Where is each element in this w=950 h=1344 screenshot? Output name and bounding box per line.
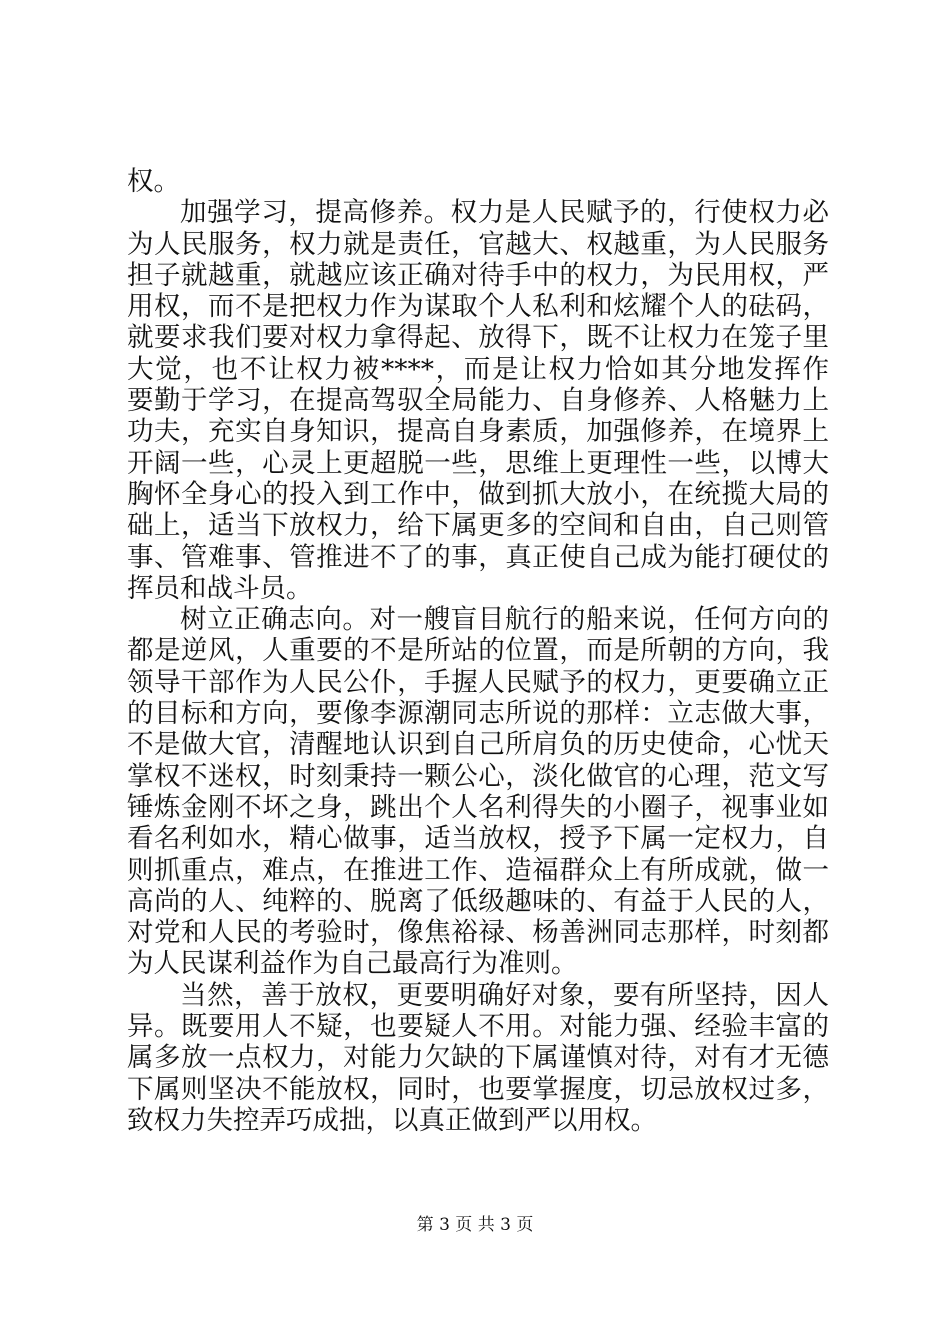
text-line: 不是做大官，清醒地认识到自己所肩负的历史使命，心忧天 <box>127 729 829 761</box>
text-line: 的目标和方向，要像李源潮同志所说的那样：立志做大事， <box>127 698 829 730</box>
text-line: 为人民谋利益作为自己最高行为准则。 <box>127 948 578 980</box>
text-line: 权。 <box>127 166 180 197</box>
text-line: 开阔一些，心灵上更超脱一些，思维上更理性一些，以博大 <box>127 447 829 479</box>
text-line: 领导干部作为人民公仆，手握人民赋予的权力，更要确立正 <box>127 666 829 698</box>
text-line: 胸怀全身心的投入到工作中，做到抓大放小，在统揽大局的 <box>127 478 829 510</box>
text-line: 异。既要用人不疑，也要疑人不用。对能力强、经验丰富的 <box>127 1011 829 1043</box>
text-line: 为人民服务，权力就是责任，官越大、权越重，为人民服务 <box>127 228 829 260</box>
text-line: 要勤于学习，在提高驾驭全局能力、自身修养、人格魅力上 <box>127 385 829 417</box>
paragraph-first-line: 当然，善于放权，更要明确好对象，要有所坚持，因人 <box>180 979 829 1011</box>
paragraph-first-line: 树立正确志向。对一艘盲目航行的船来说，任何方向的 <box>180 604 829 636</box>
text-line: 高尚的人、纯粹的、脱离了低级趣味的、有益于人民的人， <box>127 885 829 917</box>
document-body <box>127 166 829 1136</box>
text-line: 功夫，充实自身知识，提高自身素质，加强修养，在境界上 <box>127 416 829 448</box>
text-line: 致权力失控弄巧成拙，以真正做到严以用权。 <box>127 1104 657 1136</box>
page-footer: 第 3 页 共 3 页 <box>416 1215 534 1235</box>
text-line: 事、管难事、管推进不了的事，真正使自己成为能打硬仗的 <box>127 541 829 573</box>
text-line: 看名利如水，精心做事，适当放权，授予下属一定权力，自 <box>127 823 829 855</box>
text-line: 则抓重点，难点，在推进工作、造福群众上有所成就，做一 <box>127 854 829 886</box>
text-line: 担子就越重，就越应该正确对待手中的权力，为民用权，严 <box>127 259 829 291</box>
text-line: 就要求我们要对权力拿得起、放得下，既不让权力在笼子里 <box>127 322 829 354</box>
text-line: 础上，适当下放权力，给下属更多的空间和自由，自己则管 <box>127 510 829 542</box>
text-line: 用权，而不是把权力作为谋取个人私利和炫耀个人的砝码， <box>127 291 829 323</box>
text-line: 锤炼金刚不坏之身，跳出个人名利得失的小圈子，视事业如 <box>127 791 829 823</box>
text-line: 都是逆风，人重要的不是所站的位置，而是所朝的方向，我 <box>127 635 829 667</box>
text-line: 属多放一点权力，对能力欠缺的下属谨慎对待，对有才无德 <box>127 1042 829 1074</box>
text-line: 掌权不迷权，时刻秉持一颗公心，淡化做官的心理，范文写 <box>127 760 829 792</box>
text-line: 下属则坚决不能放权，同时，也要掌握度，切忌放权过多， <box>127 1073 829 1105</box>
text-line: 挥员和战斗员。 <box>127 572 313 604</box>
paragraph-first-line: 加强学习，提高修养。权力是人民赋予的，行使权力必 <box>180 197 829 229</box>
text-line: 大觉，也不让权力被****，而是让权力恰如其分地发挥作 <box>127 353 829 385</box>
text-line: 对党和人民的考验时，像焦裕禄、杨善洲同志那样，时刻都 <box>127 917 829 949</box>
